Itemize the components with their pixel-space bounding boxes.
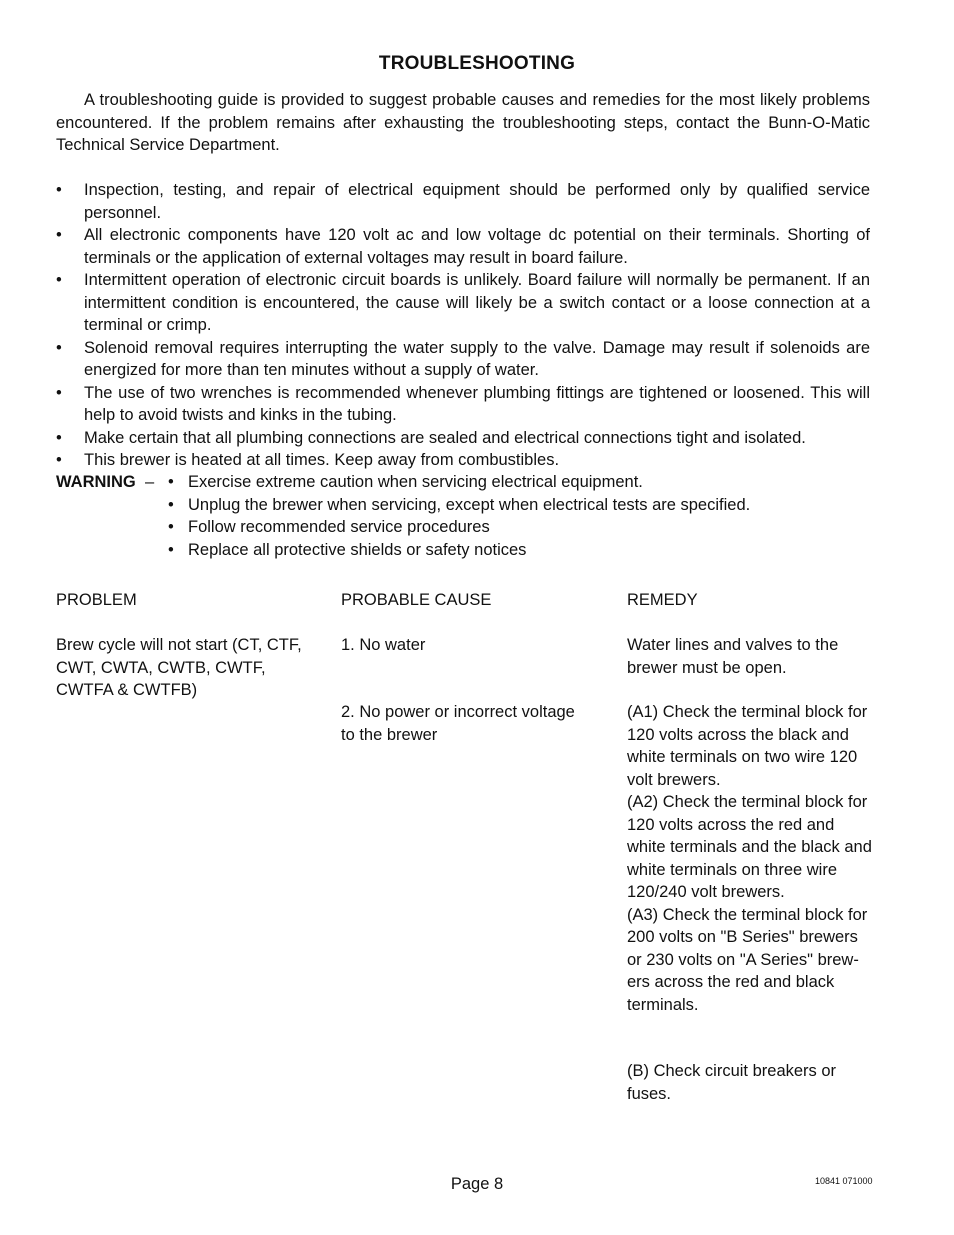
warning-text: Replace all protective shields or safety notices xyxy=(188,540,527,559)
bullet-text: Make certain that all plumbing connections are sealed and electrical connections tight and isolated. xyxy=(84,428,806,447)
page-title: TROUBLESHOOTING xyxy=(378,53,576,74)
remedy-a1: (A1) Check the terminal block for 120 volts across the black and white terminals on two wire 120 volt brewers. xyxy=(627,703,868,789)
bullet-icon: • xyxy=(168,540,174,559)
list-item xyxy=(168,494,868,517)
problem-text: Brew cycle will not start (CT, CTF, CWT, CWTA, CWTB, CWTF, CWTFA & CWTFB) xyxy=(56,636,302,699)
list-item xyxy=(56,179,870,224)
safety-bullet-list xyxy=(56,179,870,472)
bullet-icon: • xyxy=(56,338,62,357)
bullet-icon: • xyxy=(56,226,62,244)
warning-dash: – xyxy=(145,473,155,491)
list-item xyxy=(168,516,868,539)
list-item xyxy=(56,449,870,472)
bullet-icon: • xyxy=(56,383,62,402)
bullet-icon: • xyxy=(56,428,62,447)
remedy-a2: (A2) Check the terminal block for 120 volts across the red and white terminals and the black and white terminals on three wire 120/240 volt brewers. xyxy=(627,793,872,901)
cause-no-power: 2. No power or incorrect voltage to the brewer xyxy=(341,703,575,744)
column-header-cause: PROBABLE CAUSE xyxy=(341,591,492,609)
list-item xyxy=(168,539,868,562)
bullet-icon: • xyxy=(56,271,62,289)
column-header-remedy: REMEDY xyxy=(627,591,698,609)
warning-list xyxy=(168,471,868,561)
bullet-icon: • xyxy=(168,518,174,536)
list-item xyxy=(168,471,868,494)
list-item xyxy=(56,337,870,382)
bullet-text: All electronic components have 120 volt ac and low voltage dc potential on their terminals. Shorting of terminals or the application of external voltages may result in board failure. xyxy=(84,226,870,267)
intro-paragraph: A troubleshooting guide is provided to suggest probable causes and remedies for the most likely problems encountered. If the problem remains after exhausting the troubleshooting steps, contact the Bunn-O-Matic Technical Service Department. xyxy=(56,91,870,154)
bullet-text: This brewer is heated at all times. Keep away from combustibles. xyxy=(84,451,560,469)
list-item xyxy=(56,224,870,269)
page-number: Page 8 xyxy=(450,1175,504,1193)
bullet-icon: • xyxy=(56,451,62,469)
remedy-breakers: (B) Check circuit breakers or fuses. xyxy=(627,1062,837,1103)
warning-text: Unplug the brewer when servicing, except when electrical tests are specified. xyxy=(188,495,751,514)
cause-no-water: 1. No water xyxy=(341,636,426,654)
bullet-icon: • xyxy=(56,181,62,199)
bullet-text: Solenoid removal requires interrupting the water supply to the valve. Damage may result if solenoids are energized for more than ten minutes without a supply of water. xyxy=(84,338,870,379)
remedy-a3: (A3) Check the terminal block for 200 volts on "B Series" brewers or 230 volts on "A Series" brew-ers across the red and black terminals. xyxy=(627,905,868,1014)
warning-text: Exercise extreme caution when servicing electrical equipment. xyxy=(188,473,643,491)
list-item xyxy=(56,382,870,427)
bullet-icon: • xyxy=(168,473,174,491)
bullet-text: Intermittent operation of electronic circuit boards is unlikely. Board failure will normally be permanent. If an intermittent condition is encountered, the cause will likely be a switch contact or a loose connection at a terminal or crimp. xyxy=(84,271,870,334)
remedy-power-block xyxy=(627,701,875,1016)
warning-text: Follow recommended service procedures xyxy=(188,518,490,536)
list-item xyxy=(56,269,870,337)
remedy-water: Water lines and valves to the brewer must be open. xyxy=(627,636,839,677)
list-item xyxy=(56,427,870,450)
bullet-text: The use of two wrenches is recommended whenever plumbing fittings are tightened or loosened. This will help to avoid twists and kinks in the tubing. xyxy=(84,383,870,424)
document-code: 10841 071000 xyxy=(815,1176,873,1186)
bullet-text: Inspection, testing, and repair of electrical equipment should be performed only by qualified service personnel. xyxy=(84,181,870,222)
warning-label: WARNING xyxy=(56,473,136,491)
bullet-icon: • xyxy=(168,495,174,514)
column-header-problem: PROBLEM xyxy=(56,591,137,609)
